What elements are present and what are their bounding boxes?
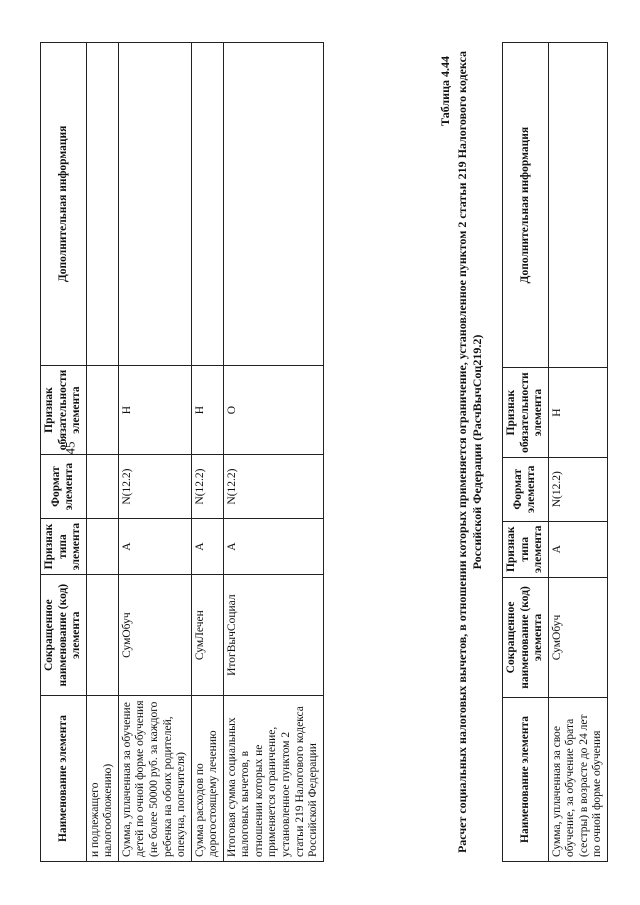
cell-required: Н xyxy=(118,365,191,455)
table-1 xyxy=(40,42,324,862)
header-format: Формат элемента xyxy=(41,455,87,519)
cell-info xyxy=(191,43,223,366)
header-type: Признак типа элемента xyxy=(41,518,87,574)
page-number: 45 xyxy=(62,441,78,455)
cell-info xyxy=(86,43,118,366)
cell-format: N(12.2) xyxy=(118,455,191,519)
cell-required: Н xyxy=(548,368,607,458)
table-2 xyxy=(502,42,608,862)
cell-code xyxy=(86,575,118,696)
cell-type: А xyxy=(548,521,607,577)
table-row xyxy=(223,43,323,862)
cell-format: N(12.2) xyxy=(223,455,323,519)
cell-format: N(12.2) xyxy=(191,455,223,519)
table-2-caption xyxy=(438,42,485,862)
cell-format: N(12.2) xyxy=(548,457,607,521)
cell-name: Сумма, уплаченная за обучение детей по очной форме обучения (не более 50000 руб. за каждого ребенка на обоих родителей, опекуна, попечителя) xyxy=(118,696,191,862)
cell-code: СумОбуч xyxy=(548,577,607,697)
header-code: Сокращенное наименование (код) элемента xyxy=(503,577,549,697)
table-number: Таблица 4.44 xyxy=(438,56,452,126)
cell-required xyxy=(86,365,118,455)
table-row xyxy=(548,43,607,862)
cell-required: Н xyxy=(191,365,223,455)
cell-info xyxy=(223,43,323,366)
cell-type xyxy=(86,518,118,574)
header-info: Дополнительная информация xyxy=(41,43,87,366)
cell-type: А xyxy=(118,518,191,574)
header-required: Признак обязательности элемента xyxy=(41,365,87,455)
cell-type: А xyxy=(191,518,223,574)
header-info: Дополнительная информация xyxy=(503,43,549,368)
header-name: Наименование элемента xyxy=(41,696,87,862)
header-code: Сокращенное наименование (код) элемента xyxy=(41,575,87,696)
cell-name: Сумма расходов по дорогостоящему лечению xyxy=(191,696,223,862)
cell-name: и подлежащего налогообложению) xyxy=(86,696,118,862)
cell-name: Итоговая сумма социальных налоговых вычетов, в отношении которых не применяется ограничение, установленное пунктом 2 статьи 219 Налогового кодекса Российской Федерации xyxy=(223,696,323,862)
cell-code: СумЛечен xyxy=(191,575,223,696)
header-name: Наименование элемента xyxy=(503,697,549,861)
cell-code: ИтогВычСоциал xyxy=(223,575,323,696)
header-required: Признак обязательности элемента xyxy=(503,368,549,458)
cell-info xyxy=(548,43,607,368)
table-row xyxy=(118,43,191,862)
rotated-content xyxy=(40,42,604,862)
cell-type: А xyxy=(223,518,323,574)
cell-format xyxy=(86,455,118,519)
cell-code: СумОбуч xyxy=(118,575,191,696)
header-type: Признак типа элемента xyxy=(503,521,549,577)
header-format: Формат элемента xyxy=(503,457,549,521)
table-row xyxy=(86,43,118,862)
cell-name: Сумма, уплаченная за свое обучение, за обучение брата (сестры) в возрасте до 24 лет по очной форме обучения xyxy=(548,697,607,861)
cell-required: О xyxy=(223,365,323,455)
cell-info xyxy=(118,43,191,366)
table-title: Расчет социальных налоговых вычетов, в отношении которых применяется ограничение, установленное пунктом 2 статьи 219 Налогового кодекса Российской Федерации (РасчВычСоц219.2) xyxy=(455,50,484,854)
table-row xyxy=(191,43,223,862)
